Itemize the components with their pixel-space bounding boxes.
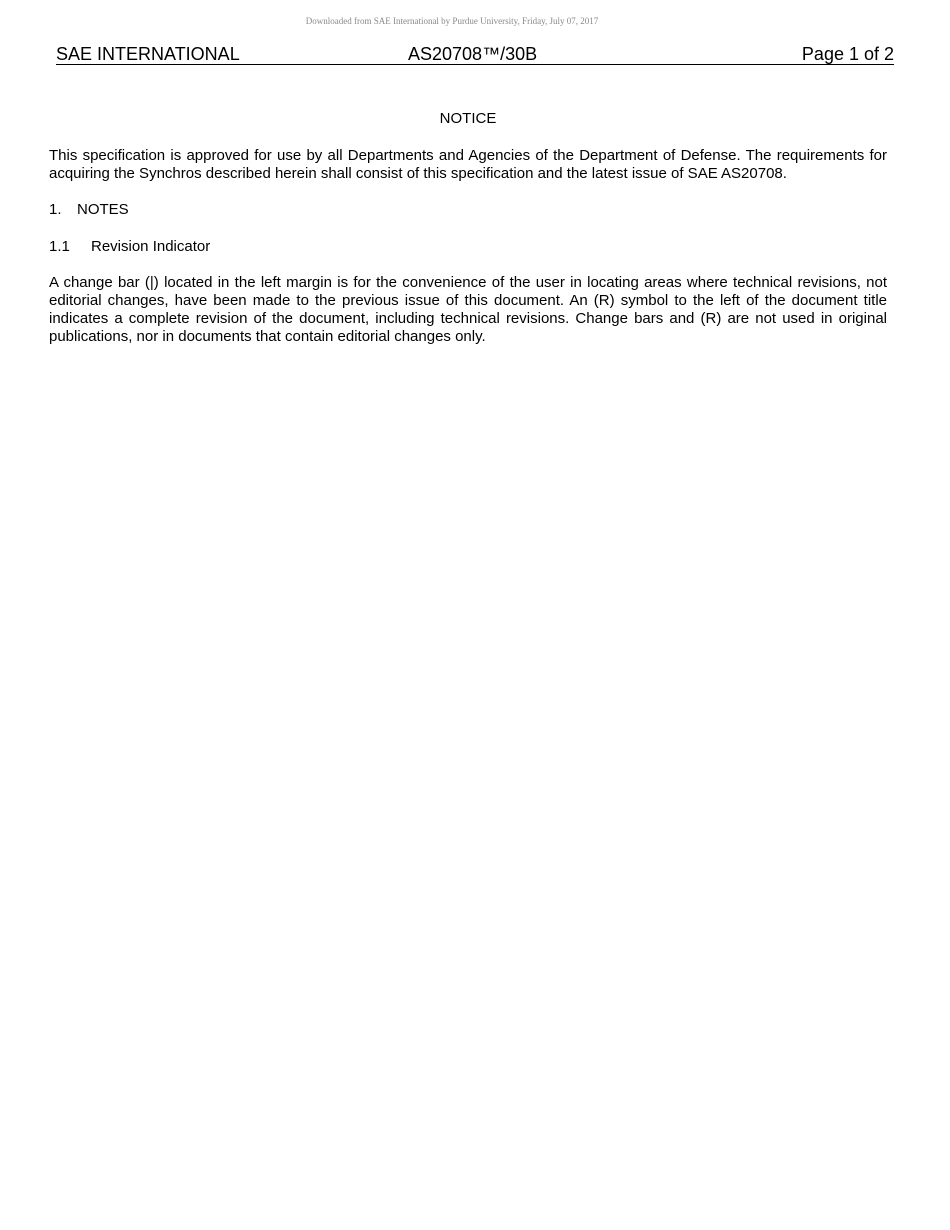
section-number: 1.1: [49, 238, 70, 255]
section-title: Revision Indicator: [91, 238, 211, 255]
section-revision-indicator-heading: [49, 238, 210, 256]
section-title: NOTES: [77, 201, 129, 218]
page-header: [56, 44, 894, 65]
header-organization: SAE INTERNATIONAL: [56, 44, 240, 64]
download-watermark: Downloaded from SAE International by Purdue University, Friday, July 07, 2017: [305, 16, 599, 26]
header-page-number: Page 1 of 2: [801, 44, 894, 64]
section-number: 1.: [49, 201, 62, 218]
revision-indicator-paragraph: A change bar (|) located in the left margin is for the convenience of the user in locating areas where technical revisions, not editorial changes, have been made to the previous issue of this document. An (R) symbol to the left of the document title indicates a complete revision of the document, including technical revisions. Change bars and (R) are not used in original publications, nor in documents that contain editorial changes only.: [49, 274, 887, 345]
notice-paragraph: This specification is approved for use by all Departments and Agencies of the Department of Defense. The requirements for acquiring the Synchros described herein shall consist of this specification and the latest issue of SAE AS20708.: [49, 147, 887, 182]
notice-title: NOTICE: [439, 110, 497, 127]
header-document-number: AS20708™/30B: [408, 44, 538, 64]
section-notes-heading: [49, 201, 129, 219]
